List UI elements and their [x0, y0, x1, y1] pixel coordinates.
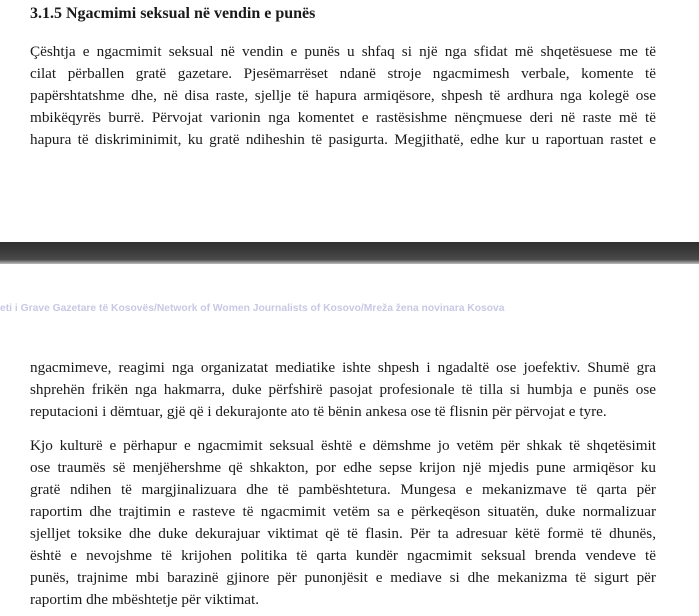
text-line: mbikëqyrës burrë. Përvojat varionin nga komentet e rastësishme nënçmuese deri në raste më të: [30, 109, 656, 126]
paragraph-response-continuation: [30, 357, 656, 423]
page-separator: [0, 242, 699, 264]
text-line: Çështja e ngacmimit seksual në vendin e punës u shfaq si një nga sfidat më shqetësuese me të: [30, 43, 656, 60]
text-line: reputacioni i dëmtuar, gjë që i dekurajonte ato të bënin ankesa ose të flisnin për përvojat e tyre.: [30, 403, 607, 420]
text-line: është e nevojshme të krijohen politika të qarta kundër ngacmimit seksual brenda vendeve të: [30, 547, 656, 564]
text-line: ngacmimeve, reagimi nga organizatat mediatike ishte shpesh i ngadaltë ose joefektiv. Shumë gra: [30, 359, 656, 376]
text-line: raportim dhe trajtimin e rasteve të ngacmimit vetëm sa e përkeqëson situatën, duke normalizuar: [30, 503, 656, 520]
section-heading: 3.1.5 Ngacmimi seksual në vendin e punës: [30, 5, 316, 22]
paragraph-harassment-culture: [30, 435, 656, 611]
paragraph-harassment-intro: [30, 41, 656, 151]
text-line: Kjo kulturë e përhapur e ngacmimit seksual është e dëmshme jo vetëm për shkak të shqetësimit: [30, 437, 656, 454]
text-line: punës, trajnime mbi barazinë gjinore për punonjësit e mediave si dhe mekanizma të sigurt për: [30, 569, 656, 586]
text-line: gratë ndihen të margjinalizuara dhe të pambështetura. Mungesa e mekanizmave të qarta për: [30, 481, 656, 498]
text-line: papërshtatshme dhe, në disa raste, sjellje të hapura armiqësore, shpesh të ardhura nga kolegë ose: [30, 87, 656, 104]
text-line: ose traumës së menjëhershme që shkakton, por edhe sepse krijon një mjedis pune armiqësor ku: [30, 459, 656, 476]
document-page-top: [0, 0, 699, 242]
text-line: cilat përballen gratë gazetare. Pjesëmarrëset ndanë stroje ngacmimesh verbale, komente të: [30, 65, 656, 82]
page-running-header: eti i Grave Gazetare të Kosovës/Network of Women Journalists of Kosovo/Mreža žena novinara Kosova: [0, 303, 505, 314]
text-line: hapura të diskriminimit, ku gratë ndiheshin të pasigurta. Megjithatë, edhe kur u raportuan rastet e: [30, 131, 656, 148]
text-line: sjelljet toksike dhe duke dekurajuar viktimat që të flasin. Për ta adresuar këtë formë të dhunës,: [30, 525, 656, 542]
text-line: raportim dhe mbështetje për viktimat.: [30, 591, 260, 608]
text-line: shprehën frikën nga hakmarra, duke përfshirë pasojat profesionale të tilla si humbja e punës ose: [30, 381, 656, 398]
